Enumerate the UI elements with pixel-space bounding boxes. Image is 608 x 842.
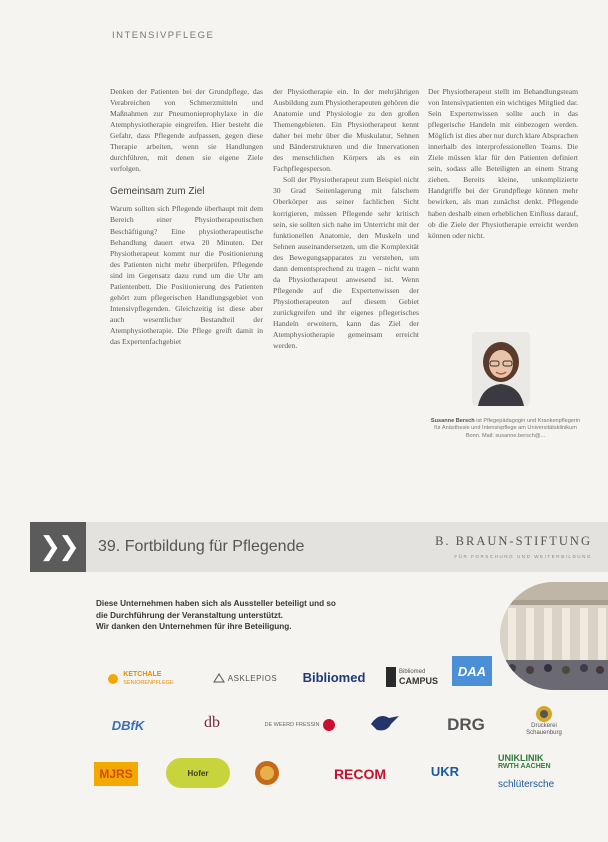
logo-text: KETCHALE [123, 671, 162, 678]
paragraph: Denken der Patienten bei der Grundpflege, das Verabreichen von Schmerzmitteln und Maßnahmen zur Pneumonieprophylaxe in die Atemphysiotherapie eingreifen. Hier besteht die Gefahr, dass Pflegende aufpassen, gegen diese Therapie arbeiten, wenn sie Handlungen durchführen, mit denen sie eigene Ziele verfolgen. [110, 87, 263, 174]
logo-text: Druckerei [531, 723, 557, 729]
section-label: INTENSIVPFLEGE [112, 30, 215, 41]
logo-mjrs [94, 762, 138, 786]
bird-icon [369, 710, 401, 734]
sponsor-line-2: die Durchführung der Veranstaltung unterstützt. [96, 610, 283, 620]
logo-text: ASKLEPIOS [227, 673, 278, 683]
article-column-1 [110, 86, 263, 347]
logo-text: schlütersche [498, 778, 555, 790]
logo-de-weerd [260, 714, 340, 736]
logo-subtext: CAMPUS [398, 676, 438, 686]
quote-glyph: ❯❯ [39, 532, 77, 562]
paragraph: Der Physiotherapeut stellt im Behandlungsteam von Intensivpatienten ein wichtiges Mitglied dar. Sein Expertenwissen sollte auch in das pflegerische Handeln mit einbezogen werden. Möglich ist dies aber nur durch klare Absprachen innerhalb des interprofessionellen Teams. Die Ziele müssen klar für den Patienten definiert sein, sodass alle Beteiligten an einem Strang ziehen. Bereits kleine, unkomplizierte Handgriffe bei der Grundpflege können mehr bewirken, als man zunächst denkt. Pflegende haben deshalb einen erheblichen Einfluss darauf, ob die Ziele der Physiotherapie erreicht werden können oder nicht. [428, 87, 578, 240]
logo-bird [360, 704, 410, 740]
subheading: Gemeinsam zum Ziel [110, 186, 205, 198]
logo-text: Bibliomed [302, 669, 366, 685]
logo-text: Bibliomed [398, 669, 426, 675]
red-circle-icon [322, 718, 336, 732]
author-caption [428, 418, 583, 440]
logo-bibliomed-campus [382, 664, 442, 690]
logo-text: Hofer [187, 768, 209, 778]
logo-text: MJRS [99, 767, 133, 781]
sun-icon [106, 672, 120, 686]
logo-uniklinik [498, 752, 578, 772]
building-photo-image [500, 582, 608, 690]
article-column-2 [273, 86, 419, 351]
logo-text: RECOM [333, 766, 387, 782]
round-badge-icon [253, 759, 281, 787]
author-portrait [472, 332, 530, 406]
logo-schauenburg [512, 700, 576, 742]
banner-title: 39. Fortbildung für Pflegende [98, 538, 305, 555]
logo-schluetersche [498, 776, 578, 792]
logo-ukr [414, 756, 476, 786]
logo-text: DAA [457, 663, 487, 679]
logo-text: UKR [430, 763, 460, 779]
author-portrait-image [472, 332, 530, 406]
brand-subtitle: FÜR FORSCHUNG UND WEITERBILDUNG [454, 554, 592, 559]
sponsor-line-1: Diese Unternehmen haben sich als Aussteller beteiligt und so [96, 599, 336, 608]
paragraph: der Physiotherapie ein. In der mehrjährigen Ausbildung zum Physiotherapeuten gehören die Anatomie und Physiologie zu den großen Themengebieten. Ein Physiotherapeut kennt daher bei mehr über die Muskulatur, Sehnen und Bänderstrukturen und die Innervationen des menschlichen Körpers als es ein Fachpflegesperson. [273, 87, 419, 174]
event-photo [500, 582, 608, 690]
author-name: Susanne Bersch [430, 418, 475, 424]
logo-text: DRG [447, 715, 485, 734]
quote-marks-icon [30, 522, 86, 572]
logo-hofer [166, 758, 230, 788]
logo-text: DBfK [111, 717, 145, 733]
logo-drg [436, 712, 496, 738]
book-icon [386, 667, 396, 687]
logo-dbfk [92, 714, 164, 736]
logo-bibliomed [300, 666, 368, 688]
paragraph: Soll der Physiotherapeut zum Beispiel nicht 30 Grad Seitenlagerung mit falschem Oberkörper aus seiner fachlichen Sicht korrigieren, müssen Pflegende sehr kritisch sein, sie sollten sich nahe im Unterricht mit der funktionellen Anatomie, den Muskeln und Sehnen auseinandersetzen, um die Komplexität des Bewegungsapparates zu verstehen, um dann dementsprechend zu tragen – nicht wann da Physiotherapeut anwesend ist. Wenn Pflegende auf die Expertenwissen der Physiotherapeuten auf diesem Gebiet zurückgreifen und ihr eigenes pflegerisches Handeln erweitern, kann das Ziel der Atemphysiotherapie gemeinsam erreicht werden. [273, 175, 419, 351]
article-column-3 [428, 86, 578, 241]
logo-text: UNIKLINIK [498, 752, 544, 763]
logo-subtext: SENIORENPFLEGE [123, 680, 174, 686]
logo-subtext: Schauenburg [526, 730, 562, 736]
crest-icon [535, 705, 553, 723]
logo-text: db [204, 714, 220, 731]
asklepios-mark-icon [213, 673, 225, 683]
banner-body [86, 522, 608, 572]
author-bio: ist Pflegepädagogin und Krankenpflegerin für Anästhesie und Intensivpflege am Universitätsklinikum Bonn. Mail: susanne.bersch@... [434, 418, 581, 439]
logo-ketchale [92, 668, 188, 690]
logo-text: DE WEERD FRESSIN [264, 722, 320, 728]
logo-subtext: RWTH AACHEN [498, 762, 551, 770]
event-banner [30, 522, 608, 572]
sponsor-line-3: Wir danken den Unternehmen für ihre Beteiligung. [96, 622, 292, 632]
paragraph: Warum sollten sich Pflegende überhaupt mit dem Bereich einer Physiotherapeutischen Beschäftigung? Eine physiotherapeutische Behandlung dauert etwa 20 Minuten. Der Physiotherapeut kommt nur die Positionierung des Patienten nicht mehr überprüfen. Pflegende sind im Gegensatz dazu rund um die Uhr am Patientenbett. Die Positionierung des Patienten gehört zum pflegerischen Handlungsgebiet von Intensivpflegenden. Gleichzeitig ist diese aber auch wesentlicher Bestandteil der Atemphysiotherapie. Die Pflege greift damit in das Expertenfachgebiet [110, 204, 263, 346]
logo-recom [324, 764, 396, 784]
sponsor-statement [96, 598, 396, 633]
logo-db [176, 708, 248, 738]
brand-name: B. BRAUN-STIFTUNG [435, 534, 592, 548]
logo-daa [452, 656, 492, 686]
logo-round-badge [250, 756, 284, 790]
logo-asklepios [204, 666, 286, 690]
